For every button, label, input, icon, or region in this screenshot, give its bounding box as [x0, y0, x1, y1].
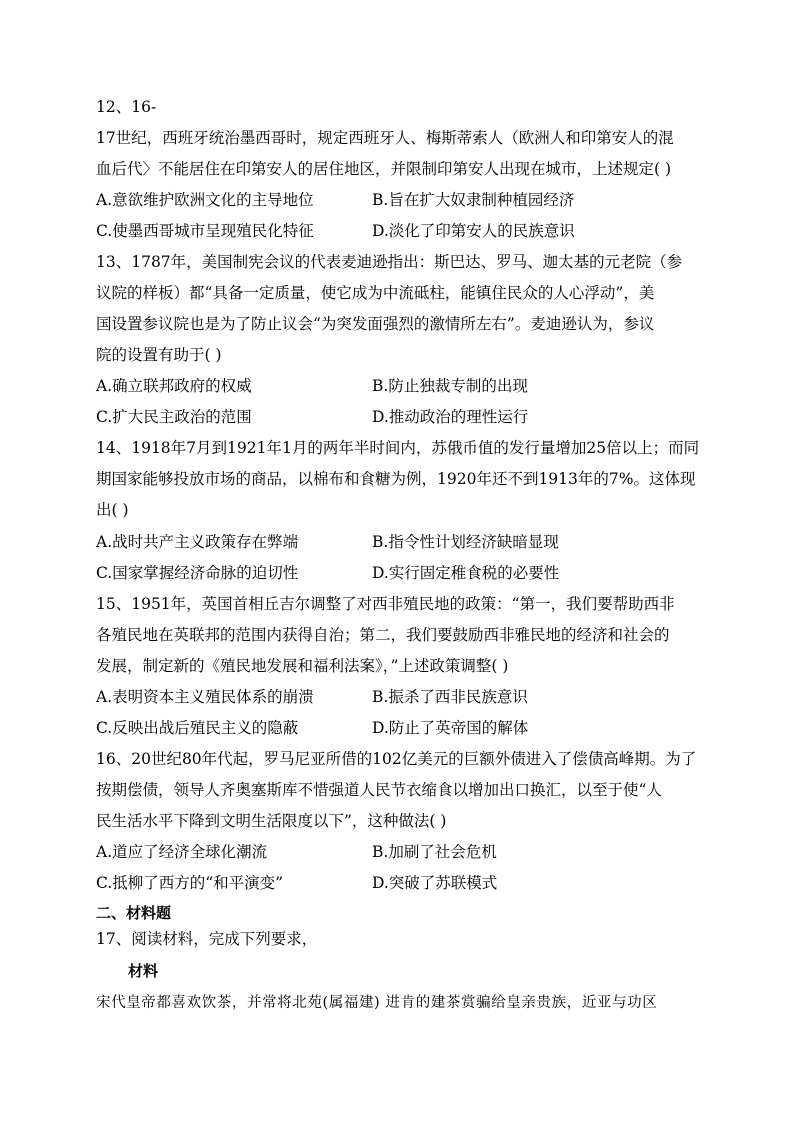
- q15-stem-line-2: 各殖民地在英联邦的范围内获得自治；第二，我们要鼓励西非雅民地的经济和社会的: [96, 626, 670, 644]
- q12-number: 12、16-: [96, 98, 157, 116]
- q12-option-c[interactable]: C.使墨西哥城市呈现殖民化特征: [96, 222, 314, 240]
- q13-option-c[interactable]: C.扩大民主政治的范围: [96, 408, 252, 426]
- material-text: 宋代皇帝都喜欢饮茶，并常将北苑(属福建) 进肯的建茶赏骗给皇亲贵族，近亚与功区: [96, 995, 658, 1011]
- section-heading: 二、材料题: [96, 904, 172, 922]
- q12-stem-line-2: 血后代〉不能居住在印第安人的居住地区，并限制印第安人出现在城市，上述规定( ): [96, 160, 672, 178]
- q15-stem-line-3: 发展，制定新的《殖民地发展和福利法案》，”上述政策调整( ): [96, 657, 509, 675]
- q16-option-d[interactable]: D.突破了苏联模式: [372, 874, 498, 892]
- q14-stem-line-3: 出( ): [96, 501, 129, 519]
- q12-stem-line-1: 17世纪，西班牙统治墨西哥时，规定西班牙人、梅斯蒂索人（欧洲人和印第安人的混: [96, 129, 674, 147]
- material-label: 材料: [128, 962, 159, 980]
- q16-stem-line-3: 民生活水平下降到文明生活限度以下”，这种做法( ): [96, 812, 447, 830]
- q17-stem: 17、阅读材料，完成下列要求，: [96, 930, 318, 948]
- q12-option-d[interactable]: D.淡化了印第安人的民族意识: [372, 222, 575, 240]
- q14-option-d[interactable]: D.实行固定稚食税的必要性: [372, 564, 560, 582]
- q16-option-a[interactable]: A.道应了经济全球化潮流: [96, 843, 268, 861]
- q16-option-b[interactable]: B.加刷了社会危机: [372, 843, 497, 861]
- q12-option-b[interactable]: B.旨在扩大奴隶制种植园经济: [372, 191, 575, 209]
- q15-option-a[interactable]: A.表明资本主义殖民体系的崩溃: [96, 688, 314, 706]
- q15-option-b[interactable]: B.振杀了西非民族意识: [372, 688, 528, 706]
- q15-stem-line-1: 15、1951年，英国首相丘吉尔调整了对西非殖民地的政策：“第一，我们要帮助西非: [96, 595, 675, 613]
- q15-option-c[interactable]: C.反映出战后殖民主义的隐蔽: [96, 719, 299, 737]
- q13-stem-line-4: 院的设置有助于( ): [96, 346, 222, 364]
- q13-stem-line-3: 国设置参议院也是为了防止议会“为突发面强烈的激情所左右”。麦迪逊认为，参议: [96, 315, 655, 333]
- q13-option-b[interactable]: B.防止独裁专制的出现: [372, 377, 528, 395]
- q16-stem-line-1: 16、20世纪80年代起，罗马尼亚所借的102亿美元的巨额外债进入了偿债高峰期。为了: [96, 750, 697, 768]
- q13-stem-line-1: 13、1787年，美国制宪会议的代表麦迪逊指出：斯巴达、罗马、迦太基的元老院（参: [96, 253, 683, 271]
- q16-option-c[interactable]: C.抵柳了西方的“和平演变”: [96, 874, 284, 892]
- q13-stem-line-2: 议院的样板）都“具备一定质量，使它成为中流砥柱，能镇住民众的人心浮动”，美: [96, 284, 655, 302]
- q14-stem-line-1: 14、1918年7月到1921年1月的两年半时间内，苏俄币值的发行量增加25倍以上；而同: [96, 439, 700, 457]
- q14-option-b[interactable]: B.指令性计划经济缺暗显现: [372, 533, 559, 551]
- q13-option-d[interactable]: D.推动政治的理性运行: [372, 408, 529, 426]
- q12-option-a[interactable]: A.意欲维护欧洲文化的主导地位: [96, 191, 314, 209]
- q16-stem-line-2: 按期偿债，领导人齐奥塞斯库不惜强道人民节衣缩食以增加出口换汇，以至于使“人: [96, 781, 662, 799]
- q15-option-d[interactable]: D.防止了英帝国的解体: [372, 719, 529, 737]
- q14-stem-line-2: 期国家能够投放市场的商品，以棉布和食糖为例，1920年还不到1913年的7%。这体现: [96, 470, 696, 488]
- q13-option-a[interactable]: A.确立联邦政府的权威: [96, 377, 252, 395]
- q14-option-a[interactable]: A.战时共产主义政策存在弊端: [96, 533, 299, 551]
- q14-option-c[interactable]: C.国家掌握经济命脉的迫切性: [96, 564, 299, 582]
